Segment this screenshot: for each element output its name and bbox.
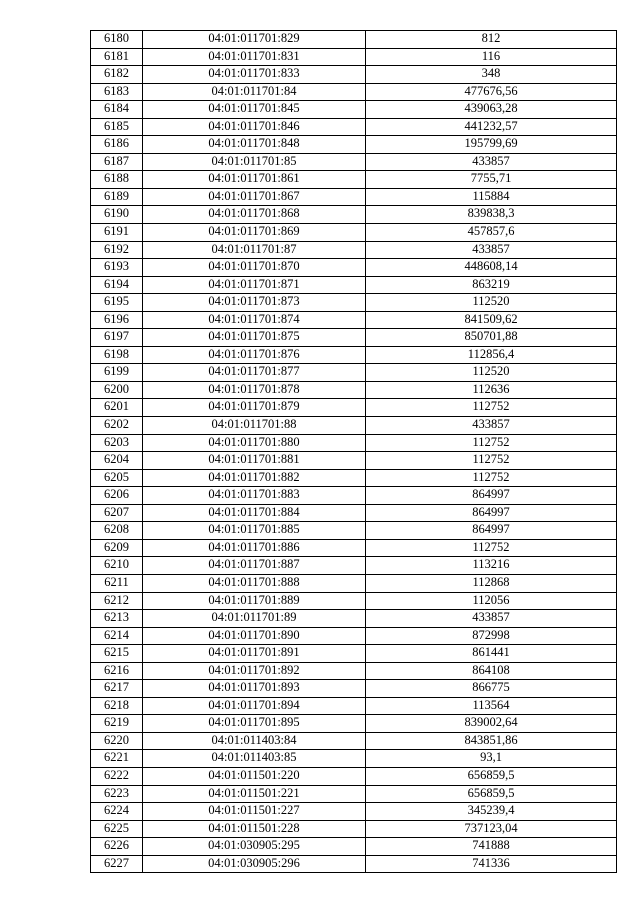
value-cell: 112520: [366, 294, 617, 312]
cadastral-number-cell: 04:01:011701:831: [143, 48, 366, 66]
cadastral-number-cell: 04:01:011701:867: [143, 188, 366, 206]
cadastral-number-cell: 04:01:011701:882: [143, 469, 366, 487]
value-cell: 112636: [366, 381, 617, 399]
value-cell: 841509,62: [366, 311, 617, 329]
row-number-cell: 6216: [91, 662, 143, 680]
table-row: [91, 732, 617, 750]
table-row: [91, 136, 617, 154]
row-number-cell: 6214: [91, 627, 143, 645]
row-number-cell: 6186: [91, 136, 143, 154]
cadastral-number-cell: 04:01:011701:881: [143, 452, 366, 470]
cadastral-number-cell: 04:01:011701:878: [143, 381, 366, 399]
cadastral-number-cell: 04:01:011403:84: [143, 732, 366, 750]
table-row: [91, 855, 617, 873]
value-cell: 433857: [366, 241, 617, 259]
table-row: [91, 574, 617, 592]
cadastral-number-cell: 04:01:011701:883: [143, 487, 366, 505]
row-number-cell: 6217: [91, 680, 143, 698]
row-number-cell: 6193: [91, 259, 143, 277]
row-number-cell: 6215: [91, 645, 143, 663]
table-row: [91, 241, 617, 259]
table-row: [91, 662, 617, 680]
cadastral-number-cell: 04:01:011701:85: [143, 153, 366, 171]
value-cell: 112868: [366, 574, 617, 592]
cadastral-number-cell: 04:01:030905:296: [143, 855, 366, 873]
value-cell: 348: [366, 66, 617, 84]
row-number-cell: 6206: [91, 487, 143, 505]
cadastral-number-cell: 04:01:011501:227: [143, 803, 366, 821]
row-number-cell: 6188: [91, 171, 143, 189]
table-row: [91, 557, 617, 575]
row-number-cell: 6213: [91, 610, 143, 628]
value-cell: 656859,5: [366, 767, 617, 785]
cadastral-number-cell: 04:01:011701:833: [143, 66, 366, 84]
row-number-cell: 6192: [91, 241, 143, 259]
cadastral-number-cell: 04:01:011701:893: [143, 680, 366, 698]
row-number-cell: 6200: [91, 381, 143, 399]
table-row: [91, 820, 617, 838]
row-number-cell: 6207: [91, 504, 143, 522]
table-row: [91, 224, 617, 242]
cadastral-number-cell: 04:01:011701:885: [143, 522, 366, 540]
cadastral-number-cell: 04:01:011501:228: [143, 820, 366, 838]
cadastral-number-cell: 04:01:011701:845: [143, 101, 366, 119]
row-number-cell: 6227: [91, 855, 143, 873]
value-cell: 839838,3: [366, 206, 617, 224]
cadastral-number-cell: 04:01:011701:846: [143, 118, 366, 136]
table-row: [91, 469, 617, 487]
table-row: [91, 118, 617, 136]
cadastral-number-cell: 04:01:011701:88: [143, 417, 366, 435]
table-row: [91, 697, 617, 715]
value-cell: 433857: [366, 417, 617, 435]
cadastral-number-cell: 04:01:011701:868: [143, 206, 366, 224]
row-number-cell: 6204: [91, 452, 143, 470]
value-cell: 850701,88: [366, 329, 617, 347]
value-cell: 112520: [366, 364, 617, 382]
cadastral-number-cell: 04:01:011701:869: [143, 224, 366, 242]
cadastral-number-cell: 04:01:011701:871: [143, 276, 366, 294]
cadastral-number-cell: 04:01:011701:890: [143, 627, 366, 645]
value-cell: 7755,71: [366, 171, 617, 189]
value-cell: 448608,14: [366, 259, 617, 277]
value-cell: 872998: [366, 627, 617, 645]
table-row: [91, 48, 617, 66]
value-cell: 861441: [366, 645, 617, 663]
table-row: [91, 627, 617, 645]
cadastral-number-cell: 04:01:011701:848: [143, 136, 366, 154]
value-cell: 864997: [366, 522, 617, 540]
value-cell: 433857: [366, 610, 617, 628]
row-number-cell: 6212: [91, 592, 143, 610]
value-cell: 864997: [366, 504, 617, 522]
cadastral-number-cell: 04:01:011701:892: [143, 662, 366, 680]
value-cell: 112752: [366, 469, 617, 487]
row-number-cell: 6190: [91, 206, 143, 224]
table-row: [91, 767, 617, 785]
value-cell: 115884: [366, 188, 617, 206]
cadastral-value-table: [90, 30, 617, 873]
table-row: [91, 83, 617, 101]
cadastral-number-cell: 04:01:011701:873: [143, 294, 366, 312]
value-cell: 93,1: [366, 750, 617, 768]
value-cell: 113216: [366, 557, 617, 575]
table-row: [91, 504, 617, 522]
row-number-cell: 6194: [91, 276, 143, 294]
row-number-cell: 6220: [91, 732, 143, 750]
row-number-cell: 6205: [91, 469, 143, 487]
row-number-cell: 6196: [91, 311, 143, 329]
cadastral-number-cell: 04:01:011701:87: [143, 241, 366, 259]
row-number-cell: 6187: [91, 153, 143, 171]
value-cell: 441232,57: [366, 118, 617, 136]
value-cell: 839002,64: [366, 715, 617, 733]
cadastral-number-cell: 04:01:011701:880: [143, 434, 366, 452]
table-row: [91, 399, 617, 417]
value-cell: 112752: [366, 452, 617, 470]
cadastral-number-cell: 04:01:030905:295: [143, 838, 366, 856]
table-row: [91, 346, 617, 364]
table-row: [91, 610, 617, 628]
cadastral-number-cell: 04:01:011701:874: [143, 311, 366, 329]
value-cell: 741888: [366, 838, 617, 856]
value-cell: 477676,56: [366, 83, 617, 101]
table-row: [91, 311, 617, 329]
table-row: [91, 276, 617, 294]
value-cell: 457857,6: [366, 224, 617, 242]
row-number-cell: 6180: [91, 31, 143, 49]
row-number-cell: 6201: [91, 399, 143, 417]
value-cell: 112752: [366, 434, 617, 452]
value-cell: 433857: [366, 153, 617, 171]
table-row: [91, 188, 617, 206]
value-cell: 439063,28: [366, 101, 617, 119]
value-cell: 864108: [366, 662, 617, 680]
table-row: [91, 592, 617, 610]
cadastral-number-cell: 04:01:011701:829: [143, 31, 366, 49]
value-cell: 195799,69: [366, 136, 617, 154]
table-row: [91, 364, 617, 382]
table-row: [91, 838, 617, 856]
row-number-cell: 6224: [91, 803, 143, 821]
value-cell: 112856,4: [366, 346, 617, 364]
row-number-cell: 6211: [91, 574, 143, 592]
value-cell: 112056: [366, 592, 617, 610]
value-cell: 113564: [366, 697, 617, 715]
row-number-cell: 6219: [91, 715, 143, 733]
value-cell: 112752: [366, 539, 617, 557]
cadastral-number-cell: 04:01:011701:84: [143, 83, 366, 101]
cadastral-number-cell: 04:01:011701:895: [143, 715, 366, 733]
table-row: [91, 206, 617, 224]
row-number-cell: 6185: [91, 118, 143, 136]
row-number-cell: 6195: [91, 294, 143, 312]
cadastral-number-cell: 04:01:011701:870: [143, 259, 366, 277]
row-number-cell: 6198: [91, 346, 143, 364]
cadastral-number-cell: 04:01:011501:220: [143, 767, 366, 785]
cadastral-number-cell: 04:01:011701:894: [143, 697, 366, 715]
table-row: [91, 101, 617, 119]
value-cell: 812: [366, 31, 617, 49]
row-number-cell: 6182: [91, 66, 143, 84]
cadastral-number-cell: 04:01:011701:889: [143, 592, 366, 610]
table-row: [91, 750, 617, 768]
value-cell: 737123,04: [366, 820, 617, 838]
value-cell: 345239,4: [366, 803, 617, 821]
value-cell: 112752: [366, 399, 617, 417]
cadastral-number-cell: 04:01:011701:879: [143, 399, 366, 417]
row-number-cell: 6222: [91, 767, 143, 785]
table-row: [91, 381, 617, 399]
table-row: [91, 171, 617, 189]
cadastral-number-cell: 04:01:011701:891: [143, 645, 366, 663]
table-row: [91, 452, 617, 470]
value-cell: 863219: [366, 276, 617, 294]
table-row: [91, 680, 617, 698]
row-number-cell: 6203: [91, 434, 143, 452]
table-row: [91, 715, 617, 733]
row-number-cell: 6183: [91, 83, 143, 101]
cadastral-number-cell: 04:01:011403:85: [143, 750, 366, 768]
table-row: [91, 153, 617, 171]
value-cell: 864997: [366, 487, 617, 505]
table-row: [91, 31, 617, 49]
cadastral-number-cell: 04:01:011701:89: [143, 610, 366, 628]
row-number-cell: 6223: [91, 785, 143, 803]
cadastral-number-cell: 04:01:011701:887: [143, 557, 366, 575]
row-number-cell: 6208: [91, 522, 143, 540]
row-number-cell: 6221: [91, 750, 143, 768]
value-cell: 866775: [366, 680, 617, 698]
table-row: [91, 539, 617, 557]
table-body: [91, 31, 617, 873]
cadastral-number-cell: 04:01:011701:888: [143, 574, 366, 592]
row-number-cell: 6191: [91, 224, 143, 242]
table-row: [91, 329, 617, 347]
value-cell: 843851,86: [366, 732, 617, 750]
row-number-cell: 6209: [91, 539, 143, 557]
row-number-cell: 6181: [91, 48, 143, 66]
table-row: [91, 487, 617, 505]
table-row: [91, 645, 617, 663]
cadastral-number-cell: 04:01:011701:876: [143, 346, 366, 364]
cadastral-number-cell: 04:01:011501:221: [143, 785, 366, 803]
cadastral-number-cell: 04:01:011701:875: [143, 329, 366, 347]
row-number-cell: 6226: [91, 838, 143, 856]
row-number-cell: 6210: [91, 557, 143, 575]
value-cell: 116: [366, 48, 617, 66]
row-number-cell: 6225: [91, 820, 143, 838]
row-number-cell: 6199: [91, 364, 143, 382]
table-row: [91, 66, 617, 84]
cadastral-number-cell: 04:01:011701:877: [143, 364, 366, 382]
row-number-cell: 6218: [91, 697, 143, 715]
table-row: [91, 259, 617, 277]
table-row: [91, 434, 617, 452]
table-row: [91, 803, 617, 821]
row-number-cell: 6184: [91, 101, 143, 119]
table-row: [91, 417, 617, 435]
row-number-cell: 6197: [91, 329, 143, 347]
cadastral-number-cell: 04:01:011701:884: [143, 504, 366, 522]
row-number-cell: 6202: [91, 417, 143, 435]
cadastral-number-cell: 04:01:011701:861: [143, 171, 366, 189]
table-row: [91, 294, 617, 312]
table-row: [91, 522, 617, 540]
value-cell: 656859,5: [366, 785, 617, 803]
row-number-cell: 6189: [91, 188, 143, 206]
value-cell: 741336: [366, 855, 617, 873]
cadastral-number-cell: 04:01:011701:886: [143, 539, 366, 557]
table-row: [91, 785, 617, 803]
